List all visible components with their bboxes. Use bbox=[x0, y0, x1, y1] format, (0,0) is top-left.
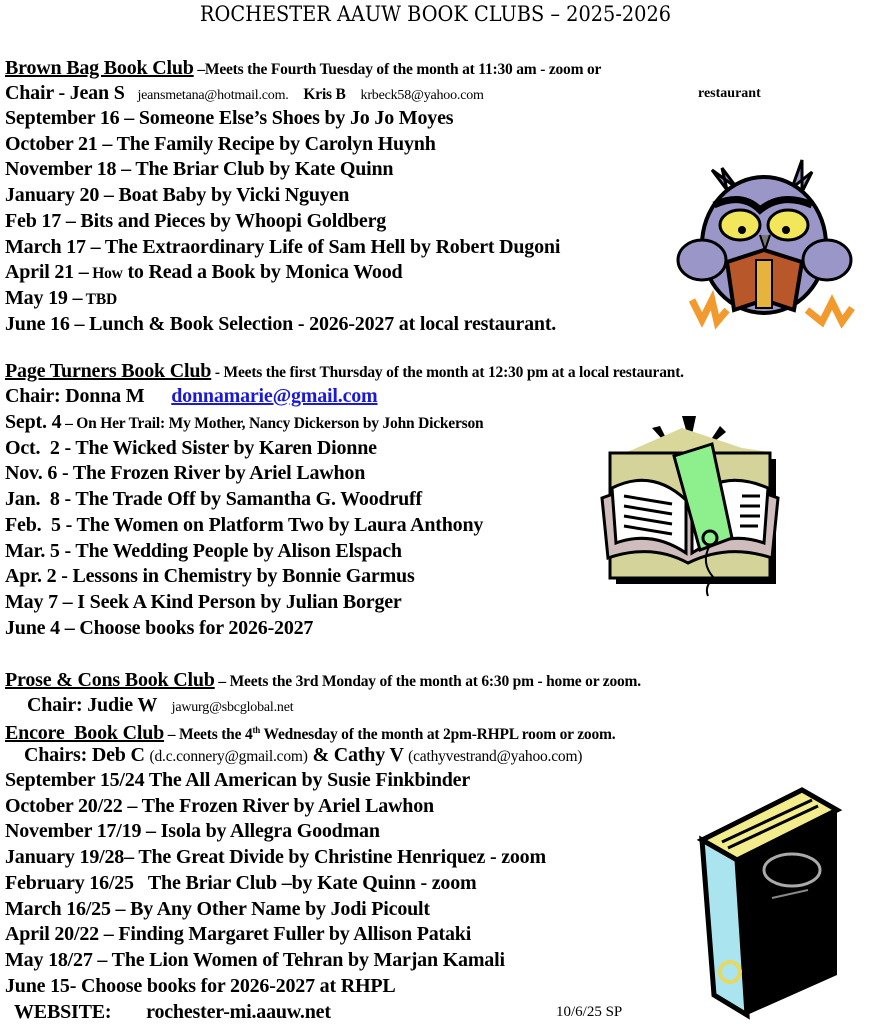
book-title: The Wedding People by Alison Elspach bbox=[70, 539, 402, 562]
encore-schedule-item bbox=[5, 871, 476, 895]
brown-bag-chair-email: jeansmetana@hotmail.com. bbox=[137, 88, 289, 103]
book-title: Someone Else’s Shoes by Jo Jo Moyes bbox=[134, 107, 454, 129]
book-title: Isola by Allegra Goodman bbox=[155, 820, 380, 843]
book-title: Lessons in Chemistry by Bonnie Garmus bbox=[67, 565, 415, 588]
page-turners-schedule-item bbox=[5, 513, 483, 537]
meeting-date: June 4 – bbox=[5, 616, 75, 639]
brown-bag-cochair: Kris B bbox=[303, 86, 346, 103]
brown-bag-chair: Chair - Jean S bbox=[5, 82, 125, 104]
book-title: The Frozen River by Ariel Lawhon bbox=[137, 794, 434, 817]
brown-bag-schedule-item bbox=[5, 235, 560, 259]
page-turners-schedule-item bbox=[5, 539, 402, 563]
meeting-date: October 21 – bbox=[5, 132, 113, 155]
prose-cons-chair-email: jawurg@sbcglobal.net bbox=[171, 700, 294, 715]
meeting-date: March 16/25 – bbox=[5, 897, 126, 920]
book-title: By Any Other Name by Jodi Picoult bbox=[125, 897, 430, 920]
brown-bag-schedule-item bbox=[5, 157, 393, 181]
meeting-date: Feb 17 – bbox=[5, 209, 76, 232]
book-title: The Wicked Sister by Karen Dionne bbox=[70, 436, 377, 459]
brown-bag-meets: –Meets the Fourth Tuesday of the month at 11:30 am - zoom or bbox=[193, 61, 602, 78]
meeting-date: Sept. 4 bbox=[5, 411, 62, 433]
book-title: The Lion Women of Tehran by Marjan Kamali bbox=[107, 948, 505, 971]
page-turners-schedule-item bbox=[5, 461, 365, 485]
meeting-date: Nov. 6 - bbox=[5, 462, 69, 485]
meeting-date: February 16/25 bbox=[5, 871, 134, 894]
book-title: Bits and Pieces by Whoopi Goldberg bbox=[75, 209, 387, 232]
meeting-date: May 19 – bbox=[5, 286, 83, 309]
website-label: WEBSITE: bbox=[14, 1001, 112, 1023]
book-title: Choose books for 2026-2027 bbox=[74, 616, 314, 639]
brown-bag-schedule-item bbox=[5, 183, 349, 207]
book-title-small: – On Her Trail: My Mother, Nancy Dickerson by John Dickerson bbox=[61, 415, 484, 432]
website-url[interactable]: rochester-mi.aauw.net bbox=[146, 1001, 331, 1023]
book-title: The Briar Club –by Kate Quinn - zoom bbox=[133, 871, 477, 894]
encore-schedule-item bbox=[5, 768, 470, 792]
encore-chair2: & Cathy V bbox=[312, 744, 404, 766]
brown-bag-schedule-item bbox=[5, 312, 556, 336]
meeting-date: March 17 – bbox=[5, 235, 101, 258]
brown-bag-header bbox=[5, 56, 601, 82]
book-title: Boat Baby by Vicki Nguyen bbox=[113, 184, 350, 207]
owl-reading-icon bbox=[672, 150, 862, 340]
book-title: The Frozen River by Ariel Lawhon bbox=[68, 462, 366, 485]
meeting-date: October 20/22 – bbox=[5, 794, 138, 817]
book-title: The Extraordinary Life of Sam Hell by Robert Dugoni bbox=[100, 235, 561, 258]
prose-cons-chair-line bbox=[27, 693, 293, 720]
meeting-date: January 19/28– bbox=[5, 846, 134, 869]
prose-cons-club-name: Prose & Cons Book Club bbox=[5, 669, 215, 691]
meeting-date: May 18/27 – bbox=[5, 948, 108, 971]
meeting-date: June 16 – bbox=[5, 312, 85, 335]
meeting-date: April 20/22 – bbox=[5, 923, 114, 946]
page-turners-schedule-item bbox=[5, 590, 402, 614]
meeting-date: June 15- bbox=[5, 974, 77, 997]
page-turners-schedule-item bbox=[5, 487, 422, 511]
meeting-date: Jan. 8 - bbox=[5, 488, 71, 511]
meeting-date: November 18 – bbox=[5, 158, 131, 181]
book-title: The Family Recipe by Carolyn Huynh bbox=[112, 132, 436, 155]
book-title: to Read a Book by Monica Wood bbox=[122, 261, 403, 284]
meeting-date: Apr. 2 - bbox=[5, 565, 68, 588]
open-book-bookmark-icon bbox=[592, 408, 792, 598]
encore-chairs-line bbox=[24, 743, 582, 769]
brown-bag-cochair-email: krbeck58@yahoo.com bbox=[360, 88, 484, 103]
book-title: Finding Margaret Fuller by Allison Pataki bbox=[113, 923, 472, 946]
encore-chairs: Chairs: Deb C bbox=[24, 744, 145, 766]
page-turners-chair-line bbox=[5, 384, 378, 408]
page-turners-schedule-item bbox=[5, 410, 483, 436]
page-turners-schedule-item bbox=[5, 616, 313, 640]
brown-bag-schedule-item bbox=[5, 260, 402, 286]
encore-meets: – Meets the 4th Wednesday of the month at 2pm-RHPL room or zoom. bbox=[164, 725, 616, 744]
prose-cons-meets: – Meets the 3rd Monday of the month at 6:30 pm - home or zoom. bbox=[214, 673, 641, 690]
book-title: The All American by Susie Finkbinder bbox=[144, 769, 471, 791]
book-title: The Great Divide by Christine Henriquez - zoom bbox=[133, 846, 546, 869]
page-title: ROCHESTER AAUW BOOK CLUBS – 2025-2026 bbox=[199, 2, 672, 26]
revision-stamp: 10/6/25 SP bbox=[556, 1004, 623, 1020]
page-turners-header bbox=[5, 359, 684, 385]
encore-chair1-email: (d.c.connery@gmail.com) bbox=[149, 748, 308, 765]
book-title: The Trade Off by Samantha G. Woodruff bbox=[70, 488, 422, 511]
encore-schedule-item bbox=[5, 819, 380, 843]
prose-cons-chair: Chair: Judie W bbox=[27, 694, 157, 716]
page-turners-meets: - Meets the first Thursday of the month at 12:30 pm at a local restaurant. bbox=[211, 364, 684, 381]
book-title: Lunch & Book Selection - 2026-2027 at local restaurant. bbox=[84, 312, 557, 335]
meeting-date: Feb. 5 - bbox=[5, 513, 73, 536]
page-turners-schedule-item bbox=[5, 436, 377, 460]
brown-bag-chairs bbox=[5, 81, 484, 108]
meeting-date: April 21 – bbox=[5, 261, 89, 284]
footer-website-line bbox=[14, 1000, 331, 1024]
book-title: Choose books for 2026-2027 at RHPL bbox=[76, 974, 396, 997]
meeting-date: January 20 – bbox=[5, 184, 114, 207]
meeting-date: Oct. 2 - bbox=[5, 436, 71, 459]
brown-bag-schedule-item bbox=[5, 132, 436, 156]
meeting-date: September 15/24 bbox=[5, 769, 145, 791]
encore-schedule-item bbox=[5, 922, 471, 946]
binder-book-icon bbox=[692, 780, 862, 1020]
page-turners-chair-email-link[interactable]: donnamarie@gmail.com bbox=[171, 385, 378, 407]
meeting-date: November 17/19 – bbox=[5, 820, 156, 843]
meeting-date: September 16 – bbox=[5, 107, 135, 129]
book-title: I Seek A Kind Person by Julian Borger bbox=[72, 590, 402, 613]
page-turners-schedule-item bbox=[5, 564, 415, 588]
prose-cons-header bbox=[5, 668, 641, 694]
encore-chair2-email: (cathyvestrand@yahoo.com) bbox=[408, 748, 583, 765]
brown-bag-schedule-item bbox=[5, 106, 453, 130]
encore-schedule-item bbox=[5, 794, 434, 818]
brown-bag-meets-continued: restaurant bbox=[698, 86, 761, 101]
encore-schedule-item bbox=[5, 948, 505, 972]
encore-schedule-item bbox=[5, 897, 430, 921]
page-turners-club-name: Page Turners Book Club bbox=[5, 360, 212, 382]
meeting-date: Mar. 5 - bbox=[5, 539, 71, 562]
page-turners-chair: Chair: Donna M bbox=[5, 385, 145, 407]
book-title-small: TBD bbox=[82, 290, 117, 308]
book-title: The Briar Club by Kate Quinn bbox=[130, 158, 394, 181]
book-title-small: How bbox=[88, 265, 123, 283]
encore-club-name: Encore Book Club bbox=[5, 722, 165, 745]
encore-schedule-item bbox=[5, 845, 546, 869]
brown-bag-club-name: Brown Bag Book Club bbox=[5, 57, 194, 79]
encore-schedule-item bbox=[5, 974, 396, 998]
brown-bag-schedule-item bbox=[5, 286, 117, 312]
book-title: The Women on Platform Two by Laura Anthony bbox=[72, 513, 484, 536]
brown-bag-schedule-item bbox=[5, 209, 386, 233]
meeting-date: May 7 – bbox=[5, 590, 73, 613]
